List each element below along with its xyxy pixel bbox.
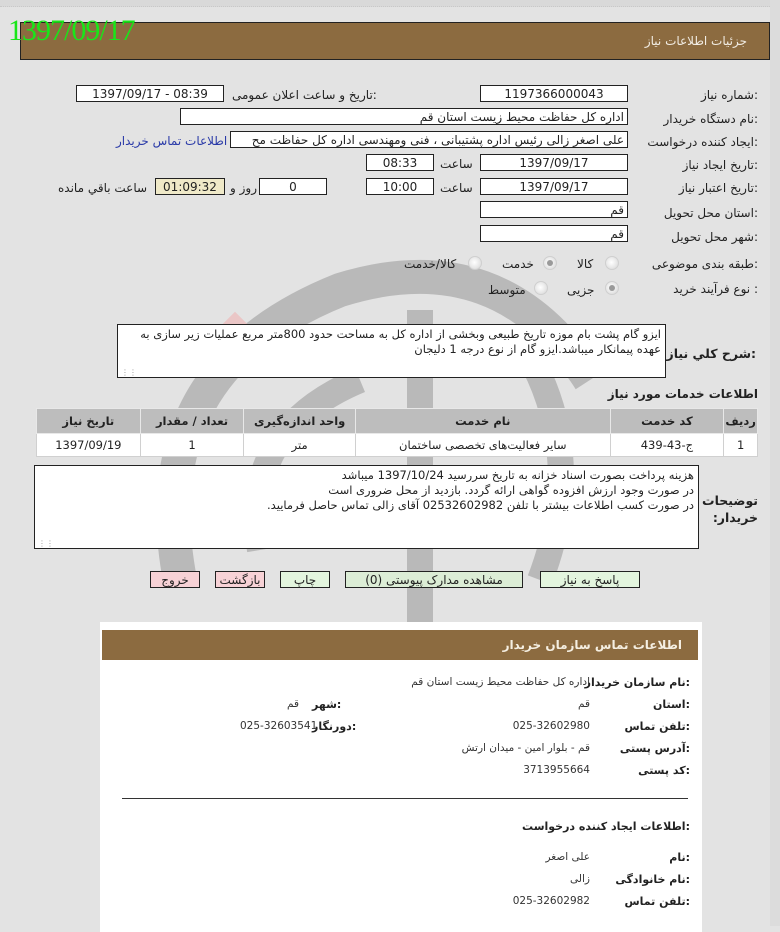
buyer-notes-label: توضیحات خریدار: [702,493,758,525]
validity-label: تاریخ اعتبار نیاز: [678,181,758,195]
buyer-notes-line-1: هزینه پرداخت بصورت اسناد خزانه به تاریخ سررسید 1397/10/24 میباشد [341,468,694,482]
created-label: تاریخ ایجاد نیاز: [682,158,758,172]
attachments-button[interactable]: مشاهده مدارک پیوستی (0) [345,571,523,588]
postal-label: کد پستی: [638,764,690,777]
days-field[interactable]: 0 [259,178,327,195]
buyer-org-field[interactable]: اداره کل حفاظت محیط زیست استان قم [180,108,628,125]
divider [122,798,688,799]
announce-field[interactable]: 1397/09/17 - 08:39 [76,85,224,102]
print-button[interactable]: چاپ [280,571,330,588]
col-qty: تعداد / مقدار [140,409,244,434]
contact-panel-title: اطلاعات تماس سازمان خریدار [502,638,682,652]
creator-phone-label: تلفن تماس: [624,895,690,908]
name-value: علی اصغر [545,851,590,863]
family-label: نام خانوادگی: [615,873,690,886]
col-name: نام خدمت [356,409,611,434]
col-date: تاریخ نیاز [37,409,141,434]
process-medium-label: متوسط [488,283,526,297]
announce-label: تاریخ و ساعت اعلان عمومی: [232,88,377,102]
resize-grip-icon[interactable]: ⋮⋮ [121,368,137,377]
fax-label: دورنگار: [312,720,357,733]
postal-value: 3713955664 [523,764,590,776]
created-date-field[interactable]: 1397/09/17 [480,154,628,171]
address-label: آدرس پستی: [619,742,690,755]
city-contact-value: قم [287,698,300,710]
created-time-label: ساعت [440,157,473,171]
scrollbar-track[interactable] [770,0,780,926]
buyer-notes-textarea[interactable] [34,465,699,549]
category-goods-label: کالا [577,257,594,271]
province-contact-value: قم [577,698,590,710]
validity-time-label: ساعت [440,181,473,195]
col-unit: واحد اندازه‌گیری [244,409,356,434]
resize-grip-icon[interactable]: ⋮⋮ [38,539,54,548]
phone-label: تلفن تماس: [624,720,690,733]
org-value: اداره کل حفاظت محیط زیست استان قم [411,676,590,688]
need-number-label: شماره نیاز: [700,88,758,102]
date-stamp: 1397/09/17 [8,14,135,47]
contact-panel-header [102,630,698,660]
table-header-row [37,409,758,434]
table-row [37,434,758,457]
page-title: جزئیات اطلاعات نیاز [644,34,747,48]
respond-button[interactable]: پاسخ به نیاز [540,571,640,588]
description-textarea[interactable] [117,324,666,378]
cell-row: 1 [724,434,758,457]
cell-name: سایر فعالیت‌های تخصصی ساختمان [356,434,611,457]
creator-field[interactable]: علی اصغر زالی رئیس اداره پشتیبانی ، فنی ومهندسی اداره کل حفاظت مح [230,131,628,148]
services-title: اطلاعات خدمات مورد نیاز [607,387,758,401]
days-label: روز و [230,181,257,195]
province-label: استان محل تحویل: [663,206,758,220]
watermark-logo [120,250,640,670]
province-contact-label: استان: [652,698,690,711]
name-label: نام: [669,851,690,864]
remaining-label: ساعت باقي مانده [58,181,148,195]
cell-qty: 1 [140,434,244,457]
process-radio-medium[interactable] [534,281,548,295]
cell-unit: متر [244,434,356,457]
city-contact-label: شهر: [312,698,342,711]
col-row: ردیف [724,409,758,434]
creator-label: ایجاد کننده درخواست: [647,135,758,149]
fax-value: 025-32603541 [240,720,318,732]
need-number-field[interactable]: 1197366000043 [480,85,628,102]
buyer-contact-link[interactable]: اطلاعات تماس خریدار [116,134,228,148]
cell-date: 1397/09/19 [37,434,141,457]
description-label: شرح کلي نیاز: [666,346,756,361]
top-strip [0,0,780,7]
city-label: شهر محل تحویل: [671,230,758,244]
process-radio-minor[interactable] [605,281,619,295]
description-text: ایزو گام پشت بام موزه تاریخ طبیعی وبخشی از اداره کل به مساحت حدود 800متر مربع عملیات زیر سازی به عهده پیمانکار میباشد.ایزو گام از نوع درجه 1 دلیجان [140,327,661,356]
remaining-time-field: 01:09:32 [155,178,225,195]
buyer-contact-panel [100,622,702,932]
created-time-field[interactable]: 08:33 [366,154,434,171]
category-radio-service[interactable] [543,256,557,270]
creator-phone-value: 025-32602982 [512,895,590,907]
services-table [36,408,758,457]
process-minor-label: جزیی [567,283,595,297]
process-label: نوع فرآیند خرید : [673,282,758,296]
city-field[interactable]: قم [480,225,628,242]
cell-code: ج-43-439 [610,434,724,457]
category-label: طبقه بندی موضوعی: [651,257,758,271]
phone-value: 025-32602980 [512,720,590,732]
address-value: قم - بلوار امین - میدان ارتش [461,742,590,754]
category-radio-goods-service[interactable] [468,256,482,270]
buyer-notes-line-2: در صورت وجود ارزش افزوده گواهی ارائه گردد. بازدید از محل ضروری است [328,483,694,497]
buyer-notes-line-3: در صورت کسب اطلاعات بیشتر با تلفن 02532602982 آقای زالی تماس حاصل فرمایید. [267,498,694,512]
category-goods-service-label: کالا/خدمت [404,257,457,271]
exit-button[interactable]: خروج [150,571,200,588]
org-label: نام سازمان خریدار: [584,676,690,689]
family-value: زالی [570,873,590,885]
col-code: کد خدمت [610,409,724,434]
validity-date-field[interactable]: 1397/09/17 [480,178,628,195]
buyer-org-label: نام دستگاه خریدار: [663,112,758,126]
back-button[interactable]: بازگشت [215,571,265,588]
province-field[interactable]: قم [480,201,628,218]
category-service-label: خدمت [502,257,534,271]
creator-info-title: اطلاعات ایجاد کننده درخواست: [522,820,690,833]
category-radio-goods[interactable] [605,256,619,270]
validity-time-field[interactable]: 10:00 [366,178,434,195]
